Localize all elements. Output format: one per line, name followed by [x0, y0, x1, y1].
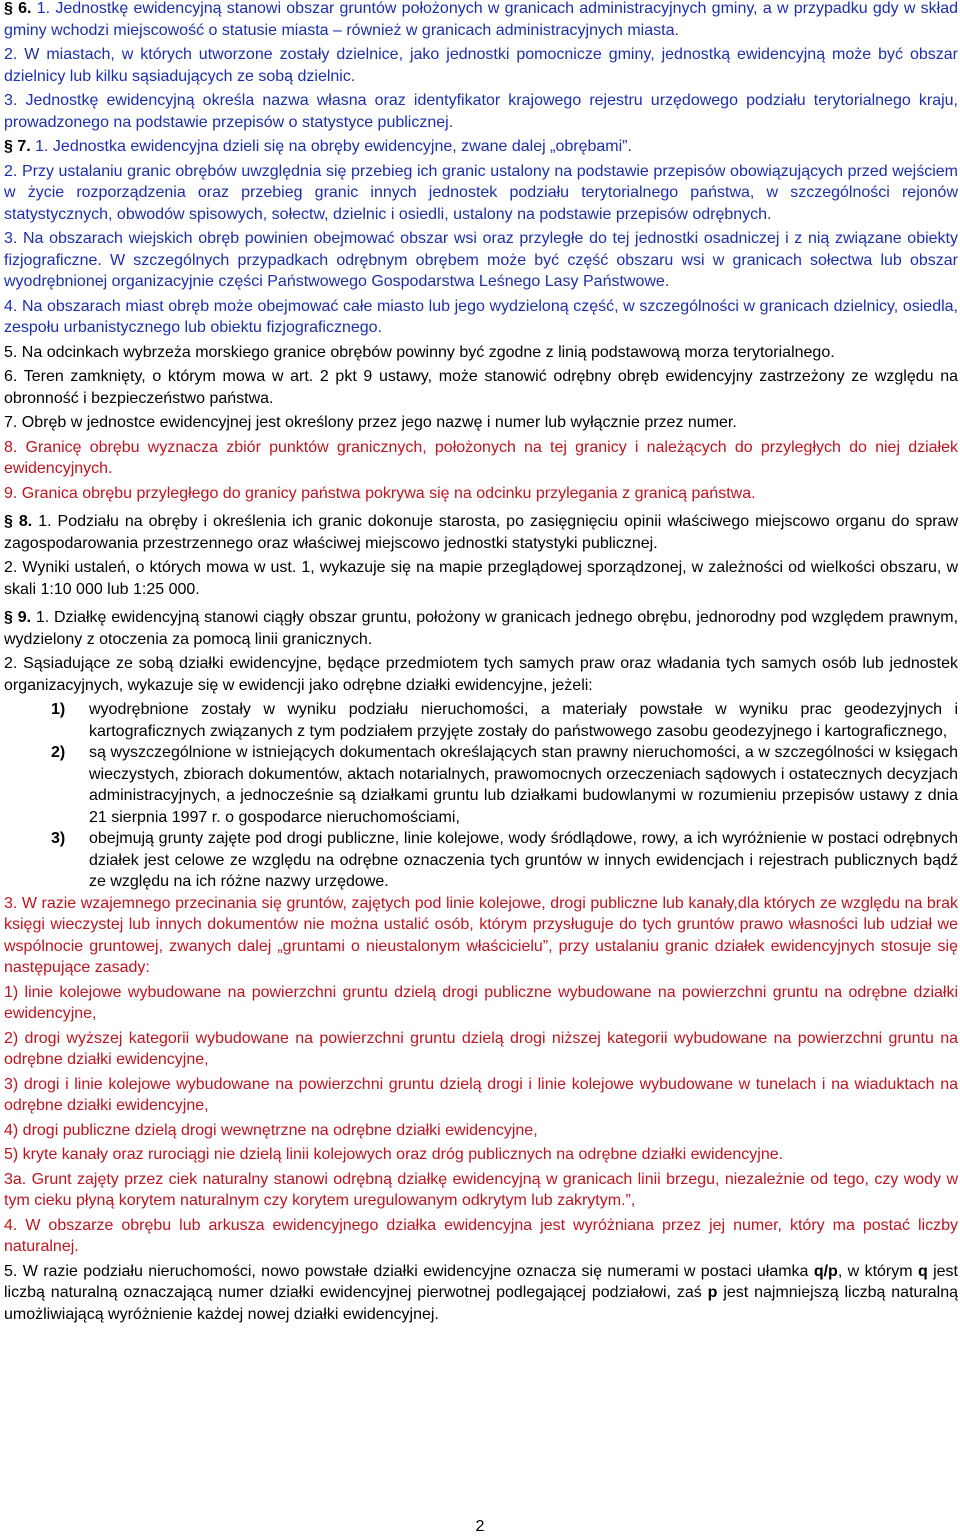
- s9-p4: 4. W obszarze obrębu lub arkusza ewidencyjnego działka ewidencyjna jest wyróżniana przez jej numer, który ma postać liczby naturalnej.: [4, 1216, 958, 1255]
- section-heading-7: § 7.: [4, 138, 31, 155]
- document-body: [4, 0, 958, 1328]
- paragraph-text: 1. Podziału na obręby i określenia ich granic dokonuje starosta, po zasięgnięciu opinii właściwego miejscowo organu do spraw zagospodarowania przestrzennego oraz właściwej miejscowo jednostki statystyki publicznej.: [4, 513, 959, 552]
- paragraph-text: 2. Sąsiadujące ze sobą działki ewidencyjne, będące przedmiotem tych samych praw oraz władania tych samych osób lub jednostek organizacyjnych, wykazuje się w ewidencji jako odrębne działki ewidencyjne, jeżeli:: [4, 655, 958, 694]
- s6-p3: [4, 90, 958, 133]
- list-item: [4, 742, 958, 828]
- paragraph-text: 1. Działkę ewidencyjną stanowi ciągły obszar gruntu, położony w granicach jednego obrębu, jednorodny pod względem prawnym, wydzielony z otoczenia za pomocą linii granicznych.: [4, 609, 959, 648]
- s7-p9: [4, 483, 958, 505]
- paragraph-text: 2. W miastach, w których utworzone zostały dzielnice, jako jednostki pomocnicze gminy, jednostką ewidencyjną może być obszar dzielnicy lub kilku sąsiadujących ze sobą dzielnic.: [4, 46, 958, 85]
- paragraph-text: 1. Jednostkę ewidencyjną stanowi obszar gruntów położonych w granicach administracyjnych gminy, a w przypadku gdy w skład gminy wchodzi miejscowość o statusie miasta – również w granicach administracyjnych miasta.: [4, 0, 959, 39]
- paragraph-text: 5. W razie podziału nieruchomości, nowo powstałe działki ewidencyjne oznacza się numerami w postaci ułamka: [4, 1262, 814, 1280]
- paragraph-text: 1. Jednostka ewidencyjna dzieli się na obręby ewidencyjne, zwane dalej „obrębami”.: [35, 138, 632, 155]
- paragraph-text: 7. Obręb w jednostce ewidencyjnej jest określony przez jego nazwę i numer lub wyłącznie przez numer.: [4, 414, 737, 431]
- list-item: [4, 699, 958, 742]
- s7-p8: [4, 437, 958, 480]
- s7-p6: [4, 366, 958, 409]
- list-item: [4, 828, 958, 893]
- section-heading-9: § 9.: [4, 609, 32, 626]
- paragraph-text: 5. Na odcinkach wybrzeża morskiego granice obrębów powinny być zgodne z linią podstawową morza terytorialnego.: [4, 343, 835, 361]
- s7-p3: [4, 228, 958, 293]
- s7-p1: [4, 136, 958, 158]
- paragraph-text: 2. Wyniki ustaleń, o których mowa w ust. 1, wykazuje się na mapie przeglądowej sporządzonej, w zależności od wielkości obszaru, w skali 1:10 000 lub 1:25 000.: [4, 559, 958, 598]
- list-item-number: 1): [51, 701, 66, 718]
- paragraph-text: W szczególnych przypadkach odrębnym obrębem może być część obszaru wsi w granicach sołectwa lub obszar wyodrębnionej organizacyjnie części Państwowego Gospodarstwa Leśnego Lasy Państwowe.: [4, 251, 958, 290]
- paragraph-text: 6. Teren zamknięty, o którym mowa w art. 2 pkt 9 ustawy, może stanowić odrębny obręb ewidencyjny zastrzeżony ze względu na obronność i bezpieczeństwo państwa.: [4, 368, 958, 407]
- s7-p4: [4, 296, 958, 339]
- s7-p5: [4, 342, 958, 364]
- paragraph-text: 2. Przy ustalaniu granic obrębów uwzględnia się przebieg ich granic ustalony na podstawie przepisów obowiązujących przed wejściem w życie rozporządzenia oraz przebieg granic innych jednostek podziału terytorialnego państwa, w szczególności rejonów statystycznych, obwodów spisowych, sołectw, dzielnic i osiedli, ustalony na podstawie przepisów odrębnych.: [4, 162, 958, 223]
- paragraph-text: 9. Granica obrębu przyległego do granicy państwa pokrywa się na odcinku przylegania z granicą państwa.: [4, 484, 756, 502]
- rule-5: 5) kryte kanały oraz rurociągi nie dzielą linii kolejowych oraz dróg publicznych na odrębne działki ewidencyjne.: [4, 1146, 784, 1163]
- section-heading-6: § 6.: [4, 0, 32, 17]
- rule-4: 4) drogi publiczne dzielą drogi wewnętrzne na odrębne działki ewidencyjne,: [4, 1121, 538, 1139]
- s7-p2: [4, 161, 958, 226]
- s9-p3: 3. W razie wzajemnego przecinania się gruntów, zajętych pod linie kolejowe, drogi publiczne lub kanały,dla których ze względu na brak księgi wieczystej lub innych dokumentów nie można ustalić osób, którym przysługuje do tych gruntów prawo własności lub udział we wspólnocie gruntowej, zwanych dalej „gruntami o nieustalonym właścicielu”, przy ustalaniu granic działek ewidencyjnych stosuje się następujące zasady:: [4, 894, 958, 976]
- s9-p3a: 3a. Grunt zajęty przez ciek naturalny stanowi odrębną działkę ewidencyjną w granicach linii brzegu, niezależnie od tego, czy wody w tym cieku płyną korytem naturalnym czy korytem uregulowanym odkrytym lub zakrytym.”,: [4, 1170, 958, 1209]
- variable-q: q: [917, 1262, 928, 1280]
- list-item-text: obejmują grunty zajęte pod drogi publiczne, linie kolejowe, wody śródlądowe, rowy, a ich wyróżnienie w postaci odrębnych działek jest celowe ze względu na odrębne oznaczenia tych gruntów w innych ewidencjach i rejestrach publicznych bądź ze względu na ich różne nazwy urzędowe.: [89, 830, 958, 890]
- paragraph-text: , w którym: [837, 1262, 918, 1280]
- list-item-text: są wyszczególnione w istniejących dokumentach określających stan prawny nieruchomości, a w szczególności w księgach wieczystych, zbiorach dokumentów, aktach notarialnych, prawomocnych orzeczeniach sądowych i ostatecznych decyzjach administracyjnych, a jednocześnie są działkami gruntu lub działkami budowlanymi w rozumieniu przepisów ustawy z dnia 21 sierpnia 1997 r. o gospodarce nieruchomościami,: [89, 744, 958, 826]
- s6-p2: [4, 44, 958, 87]
- paragraph-text: 3. Na obszarach wiejskich obręb powinien obejmować obszar wsi oraz przyległe do tej jednostki osadniczej i z nią związane obiekty fizjograficzne.: [4, 230, 958, 269]
- paragraph-text: jest liczbą naturalną oznaczającą numer działki ewidencyjnej pierwotnej podlegającej podziałowi, zaś: [4, 1262, 959, 1301]
- rule-1: 1) linie kolejowe wybudowane na powierzchni gruntu dzielą drogi publiczne wybudowane na powierzchni gruntu na odrębne działki ewidencyjne,: [4, 983, 958, 1022]
- s6-p1: [4, 0, 958, 41]
- s7-p7: [4, 412, 958, 434]
- s9-p2: [4, 653, 958, 696]
- section-heading-8: § 8.: [4, 513, 33, 530]
- paragraph-text: 3. Jednostkę ewidencyjną określa nazwa własna oraz identyfikator krajowego rejestru urzędowego podziału terytorialnego kraju, prowadzonego na podstawie przepisów o statystyce publicznej.: [4, 92, 958, 131]
- rule-2: 2) drogi wyższej kategorii wybudowane na powierzchni gruntu dzielą drogi niższej kategorii wybudowane na powierzchni gruntu na odrębne działki ewidencyjne,: [4, 1029, 958, 1068]
- s8-p2: [4, 557, 958, 600]
- list-item-number: 2): [51, 744, 66, 761]
- page-number: 2: [475, 1518, 485, 1535]
- variable-p: p: [707, 1284, 718, 1301]
- s9-p5: [4, 1261, 958, 1326]
- paragraph-text: jest najmniejszą liczbą naturalną umożliwiającą wyróżnienie każdej nowej działki ewidencyjnej.: [4, 1284, 958, 1323]
- s8-p1: [4, 511, 958, 554]
- rule-3: 3) drogi i linie kolejowe wybudowane na powierzchni gruntu dzielą drogi i linie kolejowe wybudowane w tunelach i na wiaduktach na odrębne działki ewidencyjne,: [4, 1075, 958, 1114]
- paragraph-text: 4. Na obszarach miast obręb może obejmować całe miasto lub jego wydzieloną część, w szczególności w granicach dzielnicy, osiedla, zespołu urbanistycznego lub obiektu fizjograficznego.: [4, 297, 958, 336]
- s9-p1: [4, 607, 958, 650]
- fraction-symbol: q/p: [813, 1262, 838, 1280]
- list-item-number: 3): [51, 830, 66, 847]
- paragraph-text: 8. Granicę obrębu wyznacza zbiór punktów granicznych, położonych na tej granicy i należących do przyległych do niej działek ewidencyjnych.: [4, 438, 958, 477]
- list-item-text: wyodrębnione zostały w wyniku podziału nieruchomości, a materiały powstałe w wyniku prac geodezyjnych i kartograficznych związanych z tym podziałem przyjęte zostały do państwowego zasobu geodezyjnego i kartograficznego,: [89, 701, 958, 740]
